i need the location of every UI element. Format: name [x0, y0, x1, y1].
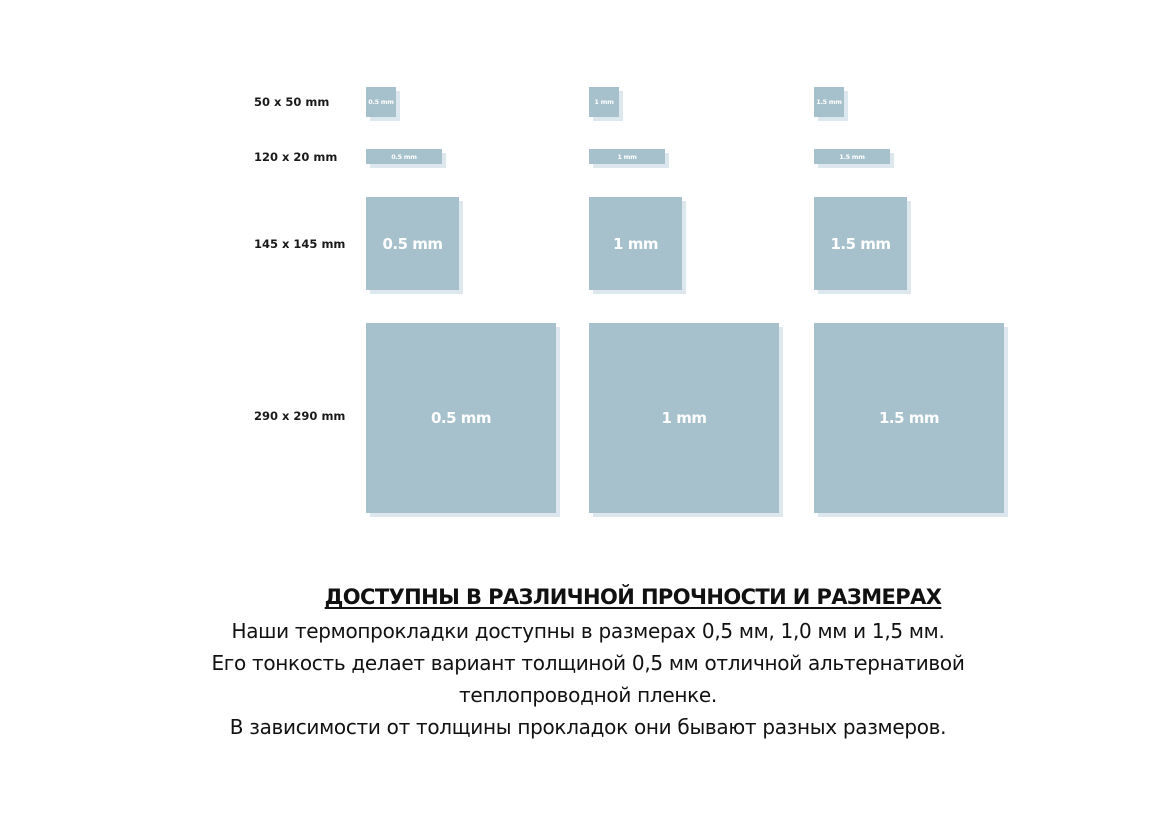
size-label-120x20: 120 x 20 mm [254, 150, 338, 164]
pad-120x20-1.5mm: 1.5 mm [814, 149, 890, 164]
size-label-50x50: 50 x 50 mm [254, 95, 330, 109]
pad-290x290-0.5mm: 0.5 mm [366, 323, 556, 513]
paragraph-line-1: Наши термопрокладки доступны в размерах 0,5 мм, 1,0 мм и 1,5 мм. [231, 619, 945, 643]
pad-50x50-1.5mm: 1.5 mm [814, 87, 844, 117]
size-label-290x290: 290 x 290 mm [254, 409, 346, 423]
size-label-145x145: 145 x 145 mm [254, 237, 346, 251]
pad-145x145-0.5mm: 0.5 mm [366, 197, 459, 290]
paragraph-line-4: В зависимости от толщины прокладок они бывают разных размеров. [229, 715, 947, 739]
pad-120x20-1mm: 1 mm [589, 149, 665, 164]
section-heading: ДОСТУПНЫ В РАЗЛИЧНОЙ ПРОЧНОСТИ И РАЗМЕРАХ [324, 585, 942, 609]
paragraph-line-3: теплопроводной пленке. [459, 683, 717, 707]
pad-145x145-1mm: 1 mm [589, 197, 682, 290]
pad-290x290-1mm: 1 mm [589, 323, 779, 513]
pad-145x145-1.5mm: 1.5 mm [814, 197, 907, 290]
pad-290x290-1.5mm: 1.5 mm [814, 323, 1004, 513]
description-block [0, 584, 1176, 743]
description-paragraph [0, 615, 1176, 743]
paragraph-line-2: Его тонкость делает вариант толщиной 0,5 мм отличной альтернативой [211, 651, 965, 675]
pad-120x20-0.5mm: 0.5 mm [366, 149, 442, 164]
pad-50x50-1mm: 1 mm [589, 87, 619, 117]
pad-50x50-0.5mm: 0.5 mm [366, 87, 396, 117]
